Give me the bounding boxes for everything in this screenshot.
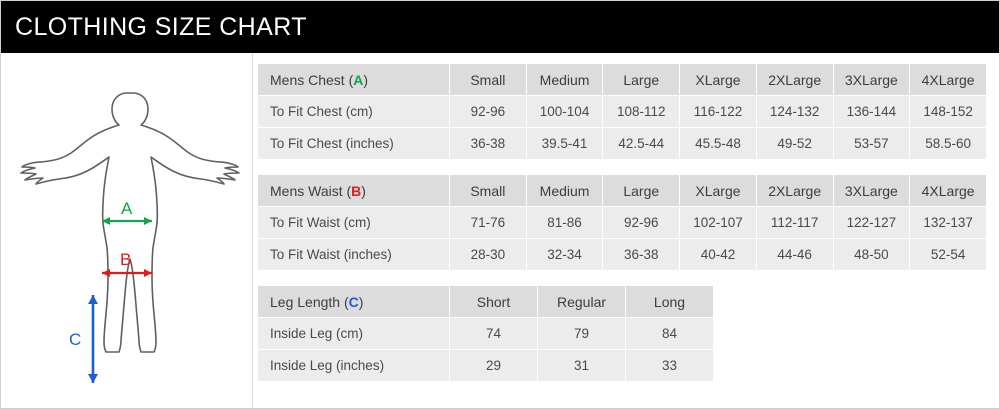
table-cell: 124-132 — [756, 96, 833, 128]
table-header-row — [258, 286, 987, 318]
table-cell: 52-54 — [910, 239, 987, 271]
table-cell: 42.5-44 — [603, 128, 680, 160]
column-header-size: 3XLarge — [833, 64, 910, 96]
table-row — [258, 96, 987, 128]
table-cell: 71-76 — [450, 207, 527, 239]
empty-cell — [714, 318, 987, 350]
table-cell: 53-57 — [833, 128, 910, 160]
measure-letter-a: A — [353, 71, 364, 88]
page-body — [1, 53, 999, 409]
table-title-leg-length — [258, 286, 450, 318]
body-outline-icon — [21, 93, 239, 352]
table-mens-chest — [257, 63, 987, 160]
column-header-size: 4XLarge — [910, 64, 987, 96]
table-cell: 132-137 — [910, 207, 987, 239]
column-header-size: Large — [603, 175, 680, 207]
table-cell: 49-52 — [756, 128, 833, 160]
column-header-size: 4XLarge — [910, 175, 987, 207]
column-header-size: Medium — [526, 64, 603, 96]
waist-arrow-label: B — [120, 250, 132, 269]
table-title-suffix: ) — [358, 293, 364, 310]
table-row — [258, 207, 987, 239]
table-cell: 28-30 — [450, 239, 527, 271]
table-cell: 74 — [450, 318, 538, 350]
column-header-size: Regular — [538, 286, 626, 318]
table-cell: 36-38 — [603, 239, 680, 271]
row-label: To Fit Waist (cm) — [258, 207, 450, 239]
waist-measure-arrow-b — [102, 250, 152, 277]
column-header-size: 2XLarge — [756, 64, 833, 96]
table-cell: 44-46 — [756, 239, 833, 271]
table-row — [258, 318, 987, 350]
empty-cell — [714, 350, 987, 382]
table-cell: 112-117 — [756, 207, 833, 239]
size-tables-pane — [253, 53, 999, 409]
table-title-text: Mens Chest ( — [270, 71, 354, 88]
table-leg-length — [257, 285, 987, 382]
chest-measure-arrow-a — [102, 199, 152, 225]
table-mens-waist — [257, 174, 987, 271]
table-cell: 84 — [626, 318, 714, 350]
column-header-size: Short — [450, 286, 538, 318]
table-cell: 136-144 — [833, 96, 910, 128]
column-header-size: Medium — [526, 175, 603, 207]
table-header-row — [258, 64, 987, 96]
table-row — [258, 350, 987, 382]
table-title-mens-chest — [258, 64, 450, 96]
table-header-row — [258, 175, 987, 207]
table-title-suffix: ) — [361, 182, 366, 199]
inside-leg-measure-arrow-c — [69, 295, 98, 383]
table-cell: 32-34 — [526, 239, 603, 271]
table-title-text: Leg Length ( — [270, 293, 349, 310]
table-cell: 40-42 — [680, 239, 757, 271]
table-cell: 108-112 — [603, 96, 680, 128]
chest-arrow-label: A — [121, 199, 133, 218]
table-cell: 45.5-48 — [680, 128, 757, 160]
column-header-size: Small — [450, 175, 527, 207]
table-cell: 102-107 — [680, 207, 757, 239]
row-label: Inside Leg (inches) — [258, 350, 450, 382]
column-header-size: 3XLarge — [833, 175, 910, 207]
table-row — [258, 239, 987, 271]
row-label: Inside Leg (cm) — [258, 318, 450, 350]
table-cell: 100-104 — [526, 96, 603, 128]
row-label: To Fit Chest (inches) — [258, 128, 450, 160]
table-cell: 122-127 — [833, 207, 910, 239]
table-cell: 81-86 — [526, 207, 603, 239]
table-title-suffix: ) — [363, 71, 369, 88]
column-header-size: 2XLarge — [756, 175, 833, 207]
table-cell: 116-122 — [680, 96, 757, 128]
body-figure-pane — [1, 53, 253, 409]
page-header — [1, 1, 999, 53]
table-cell: 39.5-41 — [526, 128, 603, 160]
table-row — [258, 128, 987, 160]
table-cell: 29 — [450, 350, 538, 382]
table-cell: 48-50 — [833, 239, 910, 271]
row-label: To Fit Chest (cm) — [258, 96, 450, 128]
column-header-size: Small — [450, 64, 527, 96]
table-cell: 148-152 — [910, 96, 987, 128]
table-cell: 33 — [626, 350, 714, 382]
column-header-size: XLarge — [680, 175, 757, 207]
table-cell: 92-96 — [603, 207, 680, 239]
measure-letter-c: C — [348, 293, 359, 310]
empty-cell — [714, 286, 987, 318]
column-header-size: XLarge — [680, 64, 757, 96]
column-header-size: Long — [626, 286, 714, 318]
page-title: CLOTHING SIZE CHART — [15, 12, 307, 41]
inside-leg-arrow-label: C — [69, 330, 82, 349]
table-cell: 31 — [538, 350, 626, 382]
column-header-size: Large — [603, 64, 680, 96]
table-cell: 79 — [538, 318, 626, 350]
row-label: To Fit Waist (inches) — [258, 239, 450, 271]
table-title-mens-waist — [258, 175, 450, 207]
table-cell: 92-96 — [450, 96, 527, 128]
body-silhouette-diagram — [1, 53, 253, 409]
measure-letter-b: B — [351, 182, 362, 199]
table-cell: 36-38 — [450, 128, 527, 160]
table-title-text: Mens Waist ( — [270, 182, 352, 199]
table-cell: 58.5-60 — [910, 128, 987, 160]
